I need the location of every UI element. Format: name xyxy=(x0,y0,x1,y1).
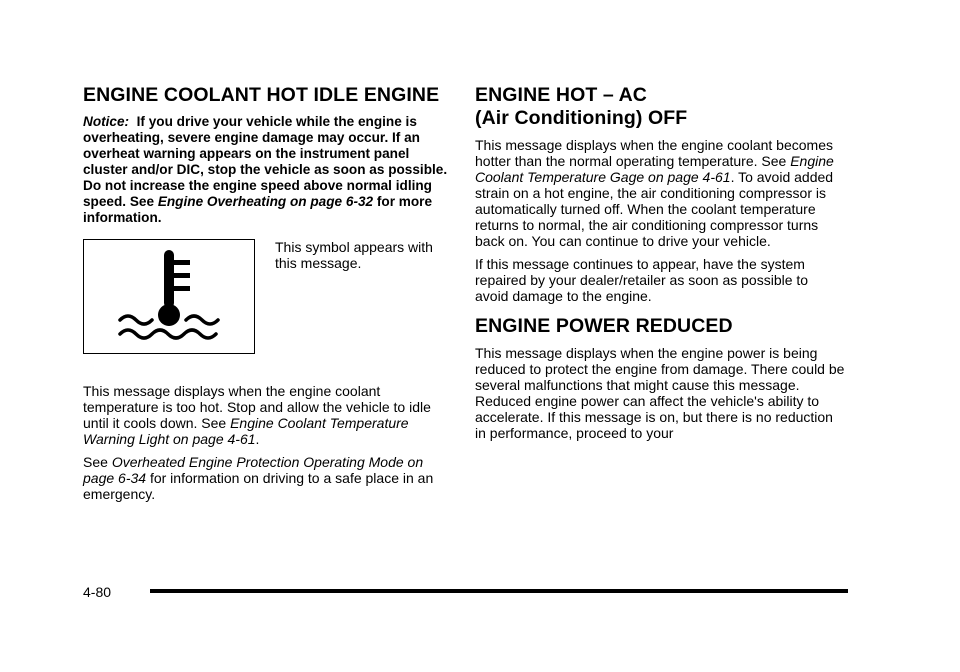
notice-cross-reference[interactable]: Engine Overheating on page 6-32 xyxy=(157,194,374,209)
overheated-mode-lead: See xyxy=(83,454,108,470)
footer-rule xyxy=(150,589,848,593)
power-reduced-paragraph: This message displays when the engine power is being reduced to protect the engine from damage. There could be several malfunctions that might cause this message. Reduced engine power can affect the vehicle's ability to accelerate. If this message is on, but there is no reduction in performance, proceed to your xyxy=(475,345,845,441)
engine-hot-paragraph xyxy=(475,137,845,249)
coolant-hot-paragraph xyxy=(83,383,451,447)
overheated-mode-paragraph xyxy=(83,454,451,502)
symbol-caption: This symbol appears with this message. xyxy=(275,239,433,271)
notice-text: If you drive your vehicle while the engine is overheating, severe engine damage may occur. If an overheat warning appears on the instrument panel cluster and/or DIC, stop the vehicle as soon as possible. Do not increase the engine speed above normal idling speed. See xyxy=(83,114,448,209)
engine-hot-tail: . To avoid added strain on a hot engine, the air conditioning compressor is automatically turned off. When the coolant temperature returns to normal, the air conditioning compressor turns back on. You can continue to drive your vehicle. xyxy=(475,169,834,249)
engine-hot-heading-line1: ENGINE HOT – AC xyxy=(475,84,647,106)
coolant-hot-tail: . xyxy=(255,431,260,447)
section-heading-power-reduced: ENGINE POWER REDUCED xyxy=(475,315,733,337)
symbol-box xyxy=(83,239,255,354)
coolant-temperature-icon xyxy=(84,240,256,355)
section-heading-coolant-hot: ENGINE COOLANT HOT IDLE ENGINE xyxy=(83,84,440,106)
repair-paragraph: If this message continues to appear, have the system repaired by your dealer/retailer as soon as possible to avoid damage to the engine. xyxy=(475,256,809,304)
engine-hot-text: This message displays when the engine coolant becomes hotter than the normal operating temperature. See xyxy=(475,137,833,169)
engine-hot-heading-line2: (Air Conditioning) OFF xyxy=(475,107,688,129)
section-heading-engine-hot-ac xyxy=(475,84,845,130)
coolant-hot-text: This message displays when the engine coolant temperature is too hot. Stop and allow the vehicle to idle until it cools down. See xyxy=(83,383,431,431)
notice-paragraph xyxy=(83,114,451,226)
symbol-row xyxy=(83,239,451,357)
page-number: 4-80 xyxy=(83,584,112,600)
left-column xyxy=(83,84,451,502)
overheated-mode-reference[interactable]: Overheated Engine Protection Operating Mode on page 6-34 xyxy=(83,454,424,486)
overheated-mode-tail: for information on driving to a safe place in an emergency. xyxy=(83,470,434,502)
coolant-gage-reference[interactable]: Engine Coolant Temperature Gage on page 4-61 xyxy=(475,153,834,185)
coolant-warning-light-reference[interactable]: Engine Coolant Temperature Warning Light on page 4-61 xyxy=(83,415,409,447)
notice-label: Notice: xyxy=(83,114,130,129)
right-column xyxy=(475,84,845,441)
notice-tail: for more information. xyxy=(83,194,433,225)
